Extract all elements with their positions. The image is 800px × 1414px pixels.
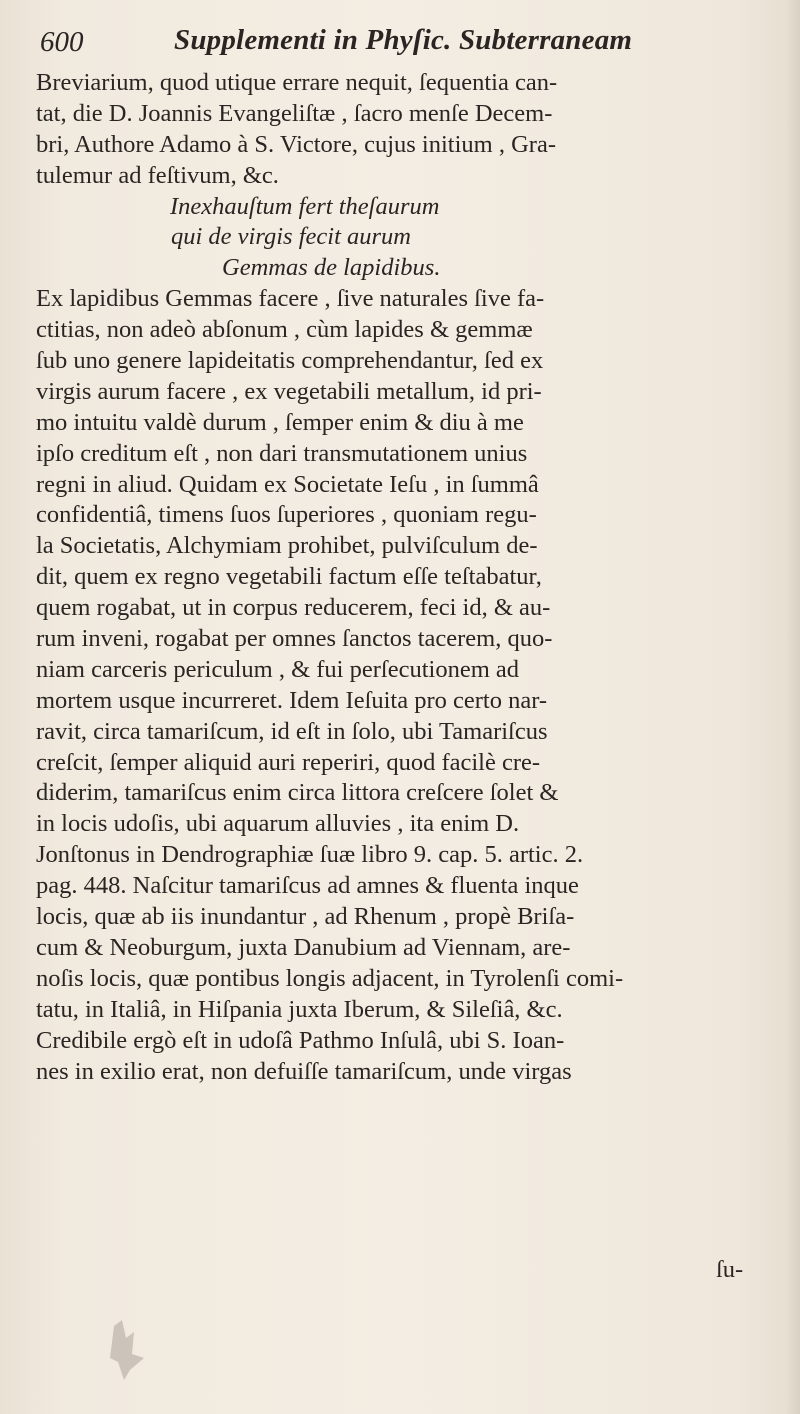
text-line: Jonſtonus in Dendrographiæ ſuæ libro 9. cap. 5. artic. 2. (36, 841, 584, 869)
verse-line: qui de virgis fecit aurum (171, 223, 411, 251)
verse-line: Inexhauſtum fert theſaurum (170, 192, 440, 220)
text-line: ipſo creditum eſt , non dari transmutationem unius (36, 439, 528, 467)
text-line: nes in exilio erat, non defuiſſe tamariſcum, unde virgas (36, 1057, 572, 1085)
text-line: pag. 448. Naſcitur tamariſcus ad amnes & fluenta inque (36, 872, 579, 900)
catchword: ſu- (716, 1256, 744, 1283)
text-line: mo intuitu valdè durum , ſemper enim & diu à me (36, 408, 524, 436)
text-line: in locis udoſis, ubi aquarum alluvies , ita enim D. (36, 810, 520, 838)
text-line: dit, quem ex regno vegetabili factum eſſe teſtabatur, (36, 563, 542, 591)
text-line: diderim, tamariſcus enim circa littora creſcere ſolet & (36, 779, 559, 807)
text-line: ravit, circa tamariſcum, id eſt in ſolo, ubi Tamariſcus (36, 717, 548, 745)
text-line: tatu, in Italiâ, in Hiſpania juxta Iberum, & Sileſiâ, &c. (36, 995, 563, 1023)
text-line: virgis aurum facere , ex vegetabili metallum, id pri- (36, 377, 542, 405)
text-line: noſis locis, quæ pontibus longis adjacent, in Tyrolenſi comi- (36, 964, 624, 992)
text-line: la Societatis, Alchymiam prohibet, pulviſculum de- (36, 532, 538, 560)
page-edge-shadow (786, 0, 800, 1414)
text-line: creſcit, ſemper aliquid auri reperiri, quod facilè cre- (36, 748, 541, 776)
text-line: Ex lapidibus Gemmas facere , ſive naturales ſive fa- (36, 285, 545, 313)
text-line: locis, quæ ab iis inundantur , ad Rhenum , propè Briſa- (36, 903, 575, 931)
text-line: tulemur ad feſtivum, &c. (36, 161, 279, 189)
text-line: Credibile ergò eſt in udoſâ Pathmo Inſulâ, ubi S. Ioan- (36, 1026, 565, 1054)
page-number: 600 (40, 26, 84, 58)
text-line: rum inveni, rogabat per omnes ſanctos tacerem, quo- (36, 625, 553, 653)
text-line: ctitias, non adeò abſonum , cùm lapides & gemmæ (36, 316, 533, 344)
text-line: bri, Authore Adamo à S. Victore, cujus initium , Gra- (36, 130, 556, 158)
text-line: tat, die D. Joannis Evangeliſtæ , ſacro menſe Decem- (36, 99, 553, 127)
body-text (36, 68, 770, 1087)
text-line: confidentiâ, timens ſuos ſuperiores , quoniam regu- (36, 501, 537, 529)
text-line: quem rogabat, ut in corpus reducerem, feci id, & au- (36, 594, 551, 622)
text-line: mortem usque incurreret. Idem Ieſuita pro certo nar- (36, 686, 548, 714)
text-line: cum & Neoburgum, juxta Danubium ad Viennam, are- (36, 933, 571, 961)
text-line: ſub uno genere lapideitatis comprehendantur, ſed ex (36, 347, 544, 375)
verse-line: Gemmas de lapidibus. (222, 254, 441, 282)
ink-smudge-mark (108, 1318, 152, 1382)
text-line: Breviarium, quod utique errare nequit, ſequentia can- (36, 69, 558, 96)
text-line: niam carceris periculum , & fui perſecutionem ad (36, 655, 520, 683)
running-head: Supplementi in Phyſic. Subterraneam (174, 24, 633, 56)
text-line: regni in aliud. Quidam ex Societate Ieſu , in ſummâ (36, 470, 539, 498)
page-header (36, 22, 766, 62)
